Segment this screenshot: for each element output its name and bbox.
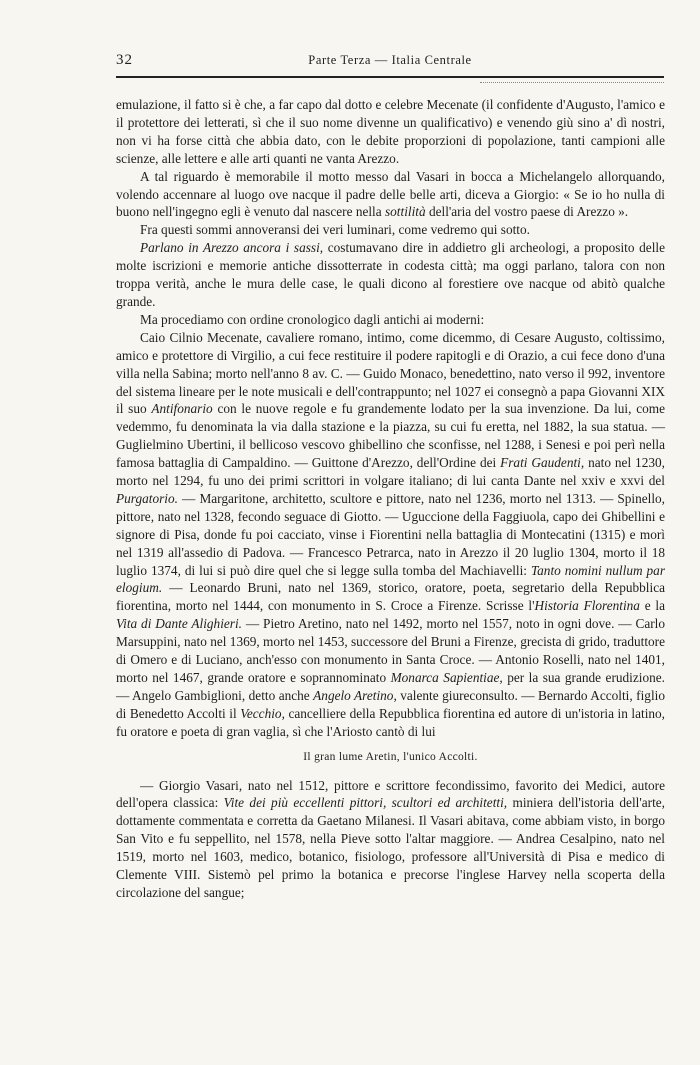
running-head: Parte Terza — Italia Centrale — [308, 53, 472, 67]
paragraph-5: Ma procediamo con ordine cronologico dagli antichi ai moderni: — [140, 311, 485, 327]
header-rule — [116, 76, 664, 78]
header-rule-dotted — [480, 82, 664, 83]
paragraph-2: A tal riguardo è memorabile il motto messo dal Vasari in bocca a Michelangelo allorquando, volendo accennare al luogo ove nacque il padre delle belle arti, diceva a Giorgio: « Se io ho nulla di buono nell'ingegno egli è venuto dal nascere nella sottilità dell'aria del vostro paese di Arezzo ». — [116, 168, 665, 220]
paragraph-4: Parlano in Arezzo ancora i sassi, costumavano dire in addietro gli archeologi, a proposito delle molte iscrizioni e memorie antiche dissotterrate in codesta città; ma oggi parlano, talora con non troppa verità, anche le mura delle case, le quali dicono al forestiere ove nacque od abitò qualche grande. — [116, 240, 665, 309]
paragraph-7: — Giorgio Vasari, nato nel 1512, pittore e scrittore fecondissimo, favorito dei Medici, autore dell'opera classica: Vite dei più eccellenti pittori, scultori ed architetti, miniera dell'istoria dell'arte, dottamente commentata e corretta da Gaetano Milanesi. Il Vasari abitava, come abbiam visto, in borgo San Vito e fu seppellito, nel 1578, nella Pieve sotto l'altar maggiore. — Andrea Cesalpino, nato nel 1519, morto nel 1603, medico, botanico, fisiologo, professore all'Università di Pisa e medico di Clemente VIII. Sistemò pel primo la botanica e precorse l'inglese Harvey nella scoperta della circolazione del sangue; — [116, 777, 665, 900]
paragraph-6: Caio Cilnio Mecenate, cavaliere romano, intimo, come dicemmo, di Cesare Augusto, coltissimo, amico e protettore di Virgilio, a cui fece restituire il podere rapitogli e di Orazio, a cui fece dono d'una villa nella Sabina; morto nell'anno 8 av. C. — Guido Monaco, benedettino, nato verso il 992, inventore del sistema lineare per le note musicali e dell'contrappunto; nel 1027 ei consegnò a papa Giovanni XIX il suo Antifonario con le nuove regole e fu grandemente lodato per la sua invenzione. Da lui, come vedemmo, fu denominata la via dalla stazione e la piazza, su cui fu eretta, nel 1882, la sua statua. — Guglielmino Ubertini, il bellicoso vescovo ghibellino che sconfisse, nel 1288, i Senesi e poi perì nella famosa battaglia di Campaldino. — Guittone d'Arezzo, dell'Ordine dei Frati Gaudenti, nato nel 1230, morto nel 1294, fu uno dei primi scrittori in volgare italiano; di lui canta Dante nel xxiv e xxvi del Purgatorio. — Margaritone, architetto, scultore e pittore, nato nel 1236, morto nel 1313. — Spinello, pittore, nato nel 1328, fecondo seguace di Giotto. — Uguccione della Faggiuola, capo dei Ghibellini e signore di Pisa, donde fu poi cacciato, vinse i Fiorentini nella battaglia di Montecatini (1315) e morì nel 1319 all'assedio di Padova. — Francesco Petrarca, nato in Arezzo il 20 luglio 1304, morto il 18 luglio 1374, di lui si può dire quel che si legge sulla tomba del Machiavelli: Tanto nomini nullum par elogium. — Leonardo Bruni, nato nel 1369, storico, oratore, poeta, segretario della Repubblica fiorentina, morto nel 1444, con monumento in S. Croce a Firenze. Scrisse l'Historia Florentina e la Vita di Dante Alighieri. — Pietro Aretino, nato nel 1492, morto nel 1557, noto in ogni dove. — Carlo Marsuppini, nato nel 1369, morto nel 1453, successore del Bruni a Firenze, grecista di grido, traduttore di Omero e di Luciano, anch'esso con monumento in Santa Croce. — Antonio Roselli, nato nel 1401, morto nel 1467, grande oratore e soprannominato Monarca Sapientiae, per la sua grande erudizione. — Angelo Gambiglioni, detto anche Angelo Aretino, valente giureconsulto. — Bernardo Accolti, figlio di Benedetto Accolti il Vecchio, cancelliere della Repubblica fiorentina ed autore di un'istoria in latino, fu oratore e poeta di gran vaglia, sì che l'Ariosto cantò di lui — [116, 329, 666, 739]
body-text — [116, 96, 665, 902]
page-header — [116, 52, 664, 78]
page-number: 32 — [116, 52, 133, 68]
verse-quote: Il gran lume Aretin, l'unico Accolti. — [303, 750, 478, 763]
paragraph-3: Fra questi sommi annoveransi dei veri luminari, come vedremo qui sotto. — [140, 222, 530, 238]
paragraph-1: emulazione, il fatto si è che, a far capo dal dotto e celebre Mecenate (il confidente d'Augusto, l'amico e il protettore dei letterati, sì che il suo nome divenne un qualificativo) e venendo giù sino a' dì nostri, non vi ha forse città che abbia dato, con le debite proporzioni di popolazione, tanti campioni alle scienze, alle lettere e alle arti quanti ne vanta Arezzo. — [116, 97, 665, 166]
